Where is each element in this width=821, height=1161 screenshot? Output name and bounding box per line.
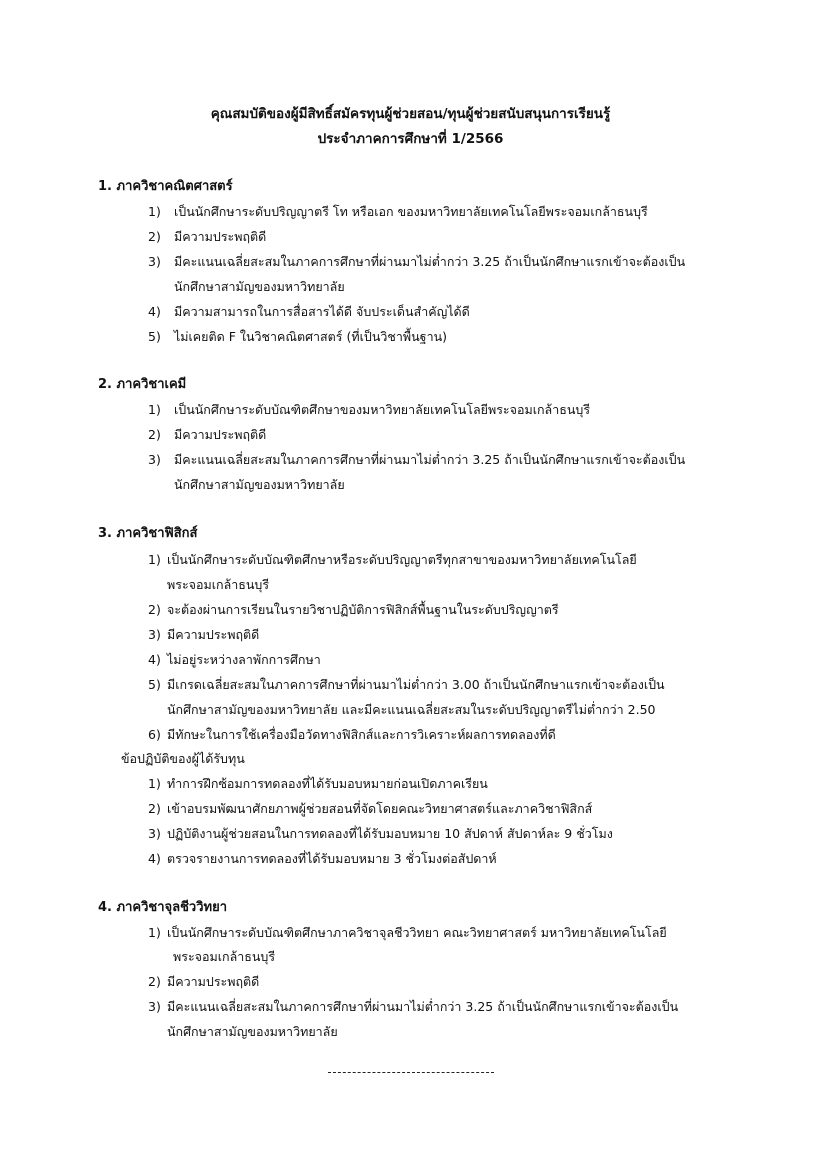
item-number: 2) [148, 974, 161, 989]
list-item [148, 448, 685, 472]
item-text: เข้าอบรมพัฒนาศักยภาพผู้ช่วยสอนที่จัดโดยคณะวิทยาศาสตร์และภาควิชาฟิสิกส์ [167, 801, 593, 816]
list-item [148, 723, 556, 747]
item-number: 2) [148, 801, 161, 816]
list-item [148, 970, 259, 994]
item-continuation: นักศึกษาสามัญของมหาวิทยาลัย [167, 1024, 338, 1039]
list-item [148, 772, 488, 796]
item-text: มีทักษะในการใช้เครื่องมือวัดทางฟิสิกส์และการวิเคราะห์ผลการทดลองที่ดี [167, 727, 556, 742]
list-item [148, 847, 497, 871]
item-number: 5) [148, 329, 161, 344]
item-number: 3) [148, 452, 161, 467]
section-heading-physics: 3. ภาควิชาฟิสิกส์ [98, 526, 198, 541]
list-item [148, 921, 667, 945]
document-title: คุณสมบัติของผู้มีสิทธิ์สมัครทุนผู้ช่วยสอน/ทุนผู้ช่วยสนับสนุนการเรียนรู้ [210, 106, 611, 122]
item-text: ตรวจรายงานการทดลองที่ได้รับมอบหมาย 3 ชั่วโมงต่อสัปดาห์ [167, 851, 497, 866]
item-number: 1) [148, 925, 161, 940]
item-continuation: นักศึกษาสามัญของมหาวิทยาลัย และมีคะแนนเฉลี่ยสะสมในระดับปริญญาตรีไม่ต่ำกว่า 2.50 [167, 702, 656, 717]
item-number: 3) [148, 826, 161, 841]
item-number: 1) [148, 402, 161, 417]
list-item [148, 548, 637, 572]
section-heading-mathematics: 1. ภาควิชาคณิตศาสตร์ [98, 179, 233, 194]
item-text: จะต้องผ่านการเรียนในรายวิชาปฏิบัติการฟิสิกส์พื้นฐานในระดับปริญญาตรี [167, 602, 559, 617]
list-item [148, 200, 648, 224]
item-continuation: พระจอมเกล้าธนบุรี [167, 577, 270, 592]
item-text: เป็นนักศึกษาระดับบัณฑิตศึกษาหรือระดับปริญญาตรีทุกสาขาของมหาวิทยาลัยเทคโนโลยี [167, 552, 637, 567]
list-item [148, 423, 266, 447]
document-subtitle: ประจำภาคการศึกษาที่ 1/2566 [317, 131, 504, 147]
item-text: เป็นนักศึกษาระดับปริญญาตรี โท หรือเอก ของมหาวิทยาลัยเทคโนโลยีพระจอมเกล้าธนบุรี [174, 204, 648, 219]
section-heading-microbiology: 4. ภาควิชาจุลชีววิทยา [98, 900, 227, 915]
item-number: 1) [148, 204, 161, 219]
list-item [148, 822, 613, 846]
item-continuation: นักศึกษาสามัญของมหาวิทยาลัย [174, 279, 345, 294]
item-number: 2) [148, 229, 161, 244]
section-subheading-grantee-duties: ข้อปฏิบัติของผู้ได้รับทุน [121, 751, 245, 766]
list-item [148, 648, 321, 672]
item-number: 4) [148, 304, 161, 319]
list-item [148, 300, 470, 324]
list-item [148, 398, 590, 422]
list-item [148, 673, 665, 697]
list-item [148, 325, 447, 349]
item-text: มีความประพฤติดี [167, 627, 260, 642]
item-text: ไม่อยู่ระหว่างลาพักการศึกษา [167, 652, 321, 667]
item-number: 4) [148, 851, 161, 866]
item-text: มีความสามารถในการสื่อสารได้ดี จับประเด็นสำคัญได้ดี [174, 304, 470, 319]
item-text: มีคะแนนเฉลี่ยสะสมในภาคการศึกษาที่ผ่านมาไม่ต่ำกว่า 3.25 ถ้าเป็นนักศึกษาแรกเข้าจะต้องเป็น [167, 999, 679, 1014]
item-number: 1) [148, 776, 161, 791]
end-divider [328, 1072, 494, 1073]
list-item [148, 623, 259, 647]
list-item [148, 250, 685, 274]
item-text: มีคะแนนเฉลี่ยสะสมในภาคการศึกษาที่ผ่านมาไม่ต่ำกว่า 3.25 ถ้าเป็นนักศึกษาแรกเข้าจะต้องเป็น [174, 254, 686, 269]
item-number: 3) [148, 254, 161, 269]
item-text: มีความประพฤติดี [174, 427, 267, 442]
item-text: มีความประพฤติดี [174, 229, 267, 244]
item-text: เป็นนักศึกษาระดับบัณฑิตศึกษาภาควิชาจุลชีววิทยา คณะวิทยาศาสตร์ มหาวิทยาลัยเทคโนโลยี [167, 925, 667, 940]
item-text: ทำการฝึกซ้อมการทดลองที่ได้รับมอบหมายก่อนเปิดภาคเรียน [167, 776, 488, 791]
section-heading-chemistry: 2. ภาควิชาเคมี [98, 377, 187, 392]
item-text: มีเกรดเฉลี่ยสะสมในภาคการศึกษาที่ผ่านมาไม่ต่ำกว่า 3.00 ถ้าเป็นนักศึกษาแรกเข้าจะต้องเป็น [167, 677, 665, 692]
item-number: 6) [148, 727, 161, 742]
item-number: 5) [148, 677, 161, 692]
item-text: ปฏิบัติงานผู้ช่วยสอนในการทดลองที่ได้รับมอบหมาย 10 สัปดาห์ สัปดาห์ละ 9 ชั่วโมง [167, 826, 613, 841]
item-text: ไม่เคยติด F ในวิชาคณิตศาสตร์ (ที่เป็นวิชาพื้นฐาน) [174, 329, 448, 344]
item-number: 4) [148, 652, 161, 667]
item-number: 3) [148, 999, 161, 1014]
item-text: มีความประพฤติดี [167, 974, 260, 989]
item-number: 3) [148, 627, 161, 642]
item-number: 2) [148, 427, 161, 442]
list-item [148, 797, 592, 821]
list-item [148, 598, 559, 622]
item-text: เป็นนักศึกษาระดับบัณฑิตศึกษาของมหาวิทยาลัยเทคโนโลยีพระจอมเกล้าธนบุรี [174, 402, 591, 417]
item-text: มีคะแนนเฉลี่ยสะสมในภาคการศึกษาที่ผ่านมาไม่ต่ำกว่า 3.25 ถ้าเป็นนักศึกษาแรกเข้าจะต้องเป็น [174, 452, 686, 467]
list-item [148, 225, 266, 249]
item-continuation: นักศึกษาสามัญของมหาวิทยาลัย [174, 477, 345, 492]
item-number: 1) [148, 552, 161, 567]
item-continuation: พระจอมเกล้าธนบุรี [173, 949, 276, 964]
item-number: 2) [148, 602, 161, 617]
list-item [148, 995, 678, 1019]
